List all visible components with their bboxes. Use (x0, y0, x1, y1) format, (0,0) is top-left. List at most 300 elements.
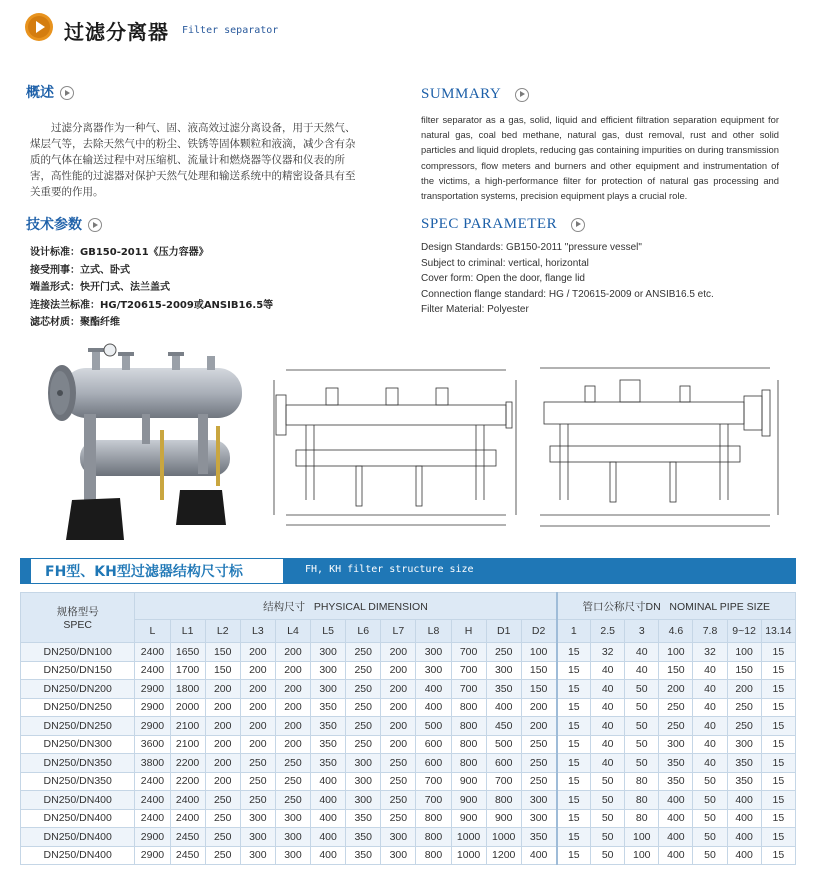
table-cell: 2450 (170, 846, 205, 865)
table-cell: 50 (693, 828, 727, 847)
table-row (21, 680, 796, 699)
table-cell: 15 (761, 643, 795, 662)
table-cell: 50 (625, 698, 659, 717)
table-cell: 350 (346, 809, 381, 828)
table-cell: 15 (761, 754, 795, 773)
table-cell: 350 (521, 828, 556, 847)
table-cell: 15 (761, 680, 795, 699)
column-header-l1: L1 (170, 620, 205, 643)
table-cell: 400 (311, 809, 346, 828)
table-cell: 40 (591, 735, 625, 754)
table-cell: 50 (591, 828, 625, 847)
table-cell: 40 (591, 698, 625, 717)
table-cell: 300 (311, 661, 346, 680)
spec-item: 滤芯材质：聚酯纤维 (30, 317, 120, 328)
table-cell: 2900 (135, 698, 170, 717)
dimension-table (20, 592, 796, 865)
table-cell: 250 (240, 772, 275, 791)
table-cell: 400 (416, 680, 451, 699)
table-cell: 100 (521, 643, 556, 662)
overview-heading (26, 82, 74, 102)
column-header-pipe: 7.8 (693, 620, 727, 643)
table-cell: 400 (659, 828, 693, 847)
column-header-l8: L8 (416, 620, 451, 643)
spec-item: 设计标准：GB150-2011《压力容器》 (30, 247, 209, 258)
table-cell: 250 (381, 809, 416, 828)
table-cell: 400 (521, 846, 556, 865)
table-cell: 50 (591, 809, 625, 828)
table-cell: 800 (416, 846, 451, 865)
table-row (21, 809, 796, 828)
table-cell: 200 (275, 698, 310, 717)
table-cell: 200 (240, 643, 275, 662)
table-cell: 350 (659, 772, 693, 791)
table-cell: 400 (727, 809, 761, 828)
table-cell: 150 (659, 661, 693, 680)
spec-item: Filter Material: Polyester (421, 304, 529, 315)
spec-heading-text: 技术参数 (26, 217, 82, 233)
table-cell: 2900 (135, 828, 170, 847)
table-cell: 2900 (135, 717, 170, 736)
table-cell: 200 (240, 717, 275, 736)
table-row (21, 791, 796, 810)
table-cell: 200 (381, 698, 416, 717)
table-cell: 50 (591, 772, 625, 791)
table-cell: 150 (205, 643, 240, 662)
spec-cell: DN250/DN150 (21, 661, 135, 680)
table-cell: 300 (240, 809, 275, 828)
table-cell: 15 (761, 791, 795, 810)
table-cell: 300 (727, 735, 761, 754)
spec-column-header (21, 593, 135, 643)
table-cell: 400 (727, 791, 761, 810)
table-cell: 250 (346, 680, 381, 699)
table-cell: 200 (381, 735, 416, 754)
table-cell: 800 (451, 735, 486, 754)
table-cell: 200 (205, 717, 240, 736)
play-bullet-icon (515, 88, 529, 102)
table-cell: 400 (311, 828, 346, 847)
spec-cell: DN250/DN100 (21, 643, 135, 662)
table-cell: 700 (416, 772, 451, 791)
column-header-pipe: 9~12 (727, 620, 761, 643)
column-header-l5: L5 (311, 620, 346, 643)
column-header-l2: L2 (205, 620, 240, 643)
table-cell: 2450 (170, 828, 205, 847)
table-cell: 250 (659, 698, 693, 717)
table-cell: 300 (346, 791, 381, 810)
table-cell: 2200 (170, 754, 205, 773)
table-cell: 1800 (170, 680, 205, 699)
table-cell: 400 (311, 772, 346, 791)
table-cell: 15 (557, 717, 591, 736)
table-cell: 50 (693, 791, 727, 810)
spec-item: 端盖形式：快开门式、法兰盖式 (30, 282, 170, 293)
table-cell: 100 (659, 643, 693, 662)
table-row (21, 772, 796, 791)
table-cell: 350 (727, 772, 761, 791)
spec-cell: DN250/DN400 (21, 791, 135, 810)
table-cell: 50 (693, 772, 727, 791)
table-cell: 250 (346, 717, 381, 736)
table-cell: 250 (205, 791, 240, 810)
table-cell: 200 (381, 717, 416, 736)
table-cell: 200 (240, 680, 275, 699)
table-title-cn: FH型、KH型过滤器结构尺寸标 (45, 564, 243, 580)
table-cell: 40 (693, 680, 727, 699)
physical-dimension-header: 结构尺寸 PHYSICAL DIMENSION (135, 593, 557, 620)
table-title-en: FH, KH filter structure size (305, 564, 474, 575)
column-header-l3: L3 (240, 620, 275, 643)
spec-cell: DN250/DN250 (21, 717, 135, 736)
table-cell: 400 (659, 791, 693, 810)
summary-heading-text: SUMMARY (421, 86, 502, 102)
table-cell: 50 (591, 791, 625, 810)
header-play-icon (24, 12, 54, 42)
column-header-pipe: 13.14 (761, 620, 795, 643)
table-cell: 2400 (135, 772, 170, 791)
table-cell: 200 (381, 680, 416, 699)
column-header-l7: L7 (381, 620, 416, 643)
table-cell: 300 (275, 846, 310, 865)
column-header-l6: L6 (346, 620, 381, 643)
column-header-row (21, 620, 796, 643)
table-cell: 900 (451, 772, 486, 791)
table-cell: 200 (240, 661, 275, 680)
table-cell: 50 (693, 846, 727, 865)
table-cell: 15 (761, 809, 795, 828)
table-cell: 15 (557, 643, 591, 662)
table-cell: 200 (659, 680, 693, 699)
table-cell: 1200 (486, 846, 521, 865)
table-cell: 600 (486, 754, 521, 773)
table-cell: 2400 (135, 809, 170, 828)
column-header-pipe: 3 (625, 620, 659, 643)
table-cell: 300 (346, 754, 381, 773)
table-cell: 50 (591, 846, 625, 865)
table-cell: 250 (486, 643, 521, 662)
table-cell: 2900 (135, 846, 170, 865)
spec-header-cn: 规格型号 (56, 606, 99, 618)
table-cell: 1000 (451, 846, 486, 865)
table-cell: 300 (659, 735, 693, 754)
table-cell: 80 (625, 772, 659, 791)
table-cell: 250 (381, 791, 416, 810)
table-cell: 350 (311, 717, 346, 736)
table-cell: 15 (761, 828, 795, 847)
table-cell: 250 (346, 698, 381, 717)
table-cell: 250 (727, 717, 761, 736)
play-bullet-icon (571, 218, 585, 232)
table-cell: 250 (205, 828, 240, 847)
table-cell: 250 (205, 846, 240, 865)
table-cell: 250 (659, 717, 693, 736)
table-cell: 700 (486, 772, 521, 791)
table-cell: 200 (275, 680, 310, 699)
table-cell: 100 (625, 828, 659, 847)
table-cell: 150 (727, 661, 761, 680)
column-header-l4: L4 (275, 620, 310, 643)
table-cell: 1650 (170, 643, 205, 662)
table-cell: 700 (451, 661, 486, 680)
table-cell: 250 (727, 698, 761, 717)
table-cell: 2400 (135, 643, 170, 662)
table-cell: 40 (693, 735, 727, 754)
table-cell: 40 (693, 754, 727, 773)
table-cell: 200 (727, 680, 761, 699)
table-cell: 1700 (170, 661, 205, 680)
table-cell: 200 (240, 698, 275, 717)
table-cell: 300 (240, 828, 275, 847)
table-cell: 40 (591, 661, 625, 680)
table-row (21, 661, 796, 680)
table-cell: 250 (275, 754, 310, 773)
table-cell: 15 (557, 809, 591, 828)
table-cell: 200 (205, 698, 240, 717)
table-row (21, 735, 796, 754)
summary-text: filter separator as a gas, solid, liquid and efficient filtration separation equipment for natural gas, coal bed methane, natural gas, dust removal, rust and other solid particles and liquid droplets, reducing gas containing impurities on during transmission compressors, flow meters and burners and other equipment and instrumentation of the victims, a high-performance filter for protection of natural gas processing and transportation systems, precision equipment plays a crucial role. (421, 114, 779, 202)
overview-text: 过滤分离器作为一种气、固、液高效过滤分离设备，用于天然气、煤层气等，去除天然气中的粉尘、铁锈等固体颗粒和液滴，减少含有杂质的气体在输送过程中对压缩机、流量计和燃烧器等仪器和仪表的所害，高性能的过滤器对保护天然气处理和输送系统中的精密设备具有至关重要的作用。 (30, 122, 356, 198)
table-cell: 2400 (170, 791, 205, 810)
table-cell: 2100 (170, 735, 205, 754)
table-cell: 700 (451, 680, 486, 699)
table-cell: 350 (311, 754, 346, 773)
table-cell: 800 (451, 698, 486, 717)
table-cell: 900 (451, 809, 486, 828)
table-cell: 800 (416, 828, 451, 847)
table-cell: 200 (275, 661, 310, 680)
table-cell: 15 (761, 772, 795, 791)
table-cell: 200 (521, 717, 556, 736)
table-cell: 15 (761, 698, 795, 717)
table-cell: 500 (486, 735, 521, 754)
spec-cell: DN250/DN400 (21, 809, 135, 828)
table-title-box (30, 558, 284, 584)
table-cell: 400 (659, 809, 693, 828)
table-cell: 600 (416, 735, 451, 754)
table-row (21, 846, 796, 865)
table-cell: 300 (240, 846, 275, 865)
table-cell: 500 (416, 717, 451, 736)
spec-item: Cover form: Open the door, flange lid (421, 273, 585, 284)
table-cell: 600 (416, 754, 451, 773)
table-cell: 300 (381, 828, 416, 847)
table-cell: 15 (761, 735, 795, 754)
table-cell: 50 (625, 680, 659, 699)
table-cell: 400 (486, 698, 521, 717)
table-cell: 15 (557, 661, 591, 680)
table-row (21, 717, 796, 736)
table-cell: 350 (346, 846, 381, 865)
table-cell: 250 (521, 735, 556, 754)
summary-heading (421, 86, 529, 103)
table-cell: 200 (275, 643, 310, 662)
table-cell: 300 (416, 661, 451, 680)
spec-list-cn (30, 244, 273, 332)
table-cell: 2400 (135, 661, 170, 680)
table-cell: 250 (381, 772, 416, 791)
table-body (21, 643, 796, 865)
table-cell: 350 (659, 754, 693, 773)
table-cell: 40 (693, 717, 727, 736)
table-cell: 15 (761, 717, 795, 736)
table-cell: 250 (275, 791, 310, 810)
table-cell: 15 (761, 661, 795, 680)
technical-drawing-kh (530, 350, 790, 535)
table-banner (20, 558, 796, 584)
page-subtitle: Filter separator (182, 25, 279, 36)
table-cell: 50 (693, 809, 727, 828)
table-cell: 50 (625, 717, 659, 736)
table-cell: 40 (625, 661, 659, 680)
table-cell: 300 (311, 680, 346, 699)
table-cell: 800 (451, 754, 486, 773)
table-cell: 700 (451, 643, 486, 662)
table-cell: 300 (381, 846, 416, 865)
spec-list-en (421, 240, 714, 318)
table-cell: 1000 (451, 828, 486, 847)
play-bullet-icon (88, 218, 102, 232)
table-cell: 40 (591, 754, 625, 773)
play-bullet-icon (60, 86, 74, 100)
table-cell: 250 (346, 661, 381, 680)
table-cell: 40 (693, 698, 727, 717)
table-cell: 200 (275, 717, 310, 736)
table-row (21, 698, 796, 717)
table-cell: 80 (625, 809, 659, 828)
table-cell: 400 (311, 846, 346, 865)
table-row (21, 643, 796, 662)
nominal-pipe-size-header: 管口公称尺寸DN NOMINAL PIPE SIZE (557, 593, 796, 620)
table-cell: 400 (727, 846, 761, 865)
table-cell: 350 (486, 680, 521, 699)
spec-item: Connection flange standard: HG / T20615-2009 or ANSIB16.5 etc. (421, 288, 714, 300)
spec-cell: DN250/DN300 (21, 735, 135, 754)
table-cell: 350 (311, 735, 346, 754)
table-cell: 800 (416, 809, 451, 828)
spec-item: Design Standards: GB150-2011 "pressure vessel" (421, 242, 642, 253)
table-cell: 300 (486, 661, 521, 680)
column-header-pipe: 1 (557, 620, 591, 643)
table-cell: 400 (659, 846, 693, 865)
table-cell: 2400 (170, 809, 205, 828)
table-cell: 50 (625, 735, 659, 754)
table-cell: 1000 (486, 828, 521, 847)
table-cell: 40 (591, 717, 625, 736)
table-cell: 15 (557, 772, 591, 791)
table-cell: 250 (381, 754, 416, 773)
spec-header-en: SPEC (63, 619, 92, 631)
table-cell: 80 (625, 791, 659, 810)
table-cell: 15 (557, 791, 591, 810)
table-row (21, 754, 796, 773)
table-cell: 800 (486, 791, 521, 810)
table-cell: 350 (727, 754, 761, 773)
table-cell: 900 (451, 791, 486, 810)
column-header-d2: D2 (521, 620, 556, 643)
table-cell: 3800 (135, 754, 170, 773)
table-cell: 900 (486, 809, 521, 828)
table-cell: 800 (451, 717, 486, 736)
product-photo (22, 340, 252, 540)
table-cell: 100 (625, 846, 659, 865)
table-cell: 150 (521, 661, 556, 680)
table-cell: 400 (416, 698, 451, 717)
table-cell: 200 (240, 735, 275, 754)
spec-item: 连接法兰标准：HG/T20615-2009或ANSIB16.5等 (30, 299, 274, 311)
table-cell: 200 (205, 772, 240, 791)
column-header-h: H (451, 620, 486, 643)
table-cell: 15 (557, 680, 591, 699)
table-cell: 2200 (170, 772, 205, 791)
column-header-d1: D1 (486, 620, 521, 643)
table-cell: 40 (625, 643, 659, 662)
table-cell: 2400 (135, 791, 170, 810)
technical-drawing-fh (266, 350, 526, 535)
table-cell: 32 (591, 643, 625, 662)
table-cell: 100 (727, 643, 761, 662)
column-header-l: L (135, 620, 170, 643)
table-cell: 15 (557, 735, 591, 754)
overview-heading-text: 概述 (26, 85, 54, 101)
spec-cell: DN250/DN250 (21, 698, 135, 717)
table-cell: 200 (205, 735, 240, 754)
table-cell: 2000 (170, 698, 205, 717)
table-cell: 150 (521, 680, 556, 699)
table-cell: 400 (311, 791, 346, 810)
table-cell: 300 (275, 809, 310, 828)
table-cell: 450 (486, 717, 521, 736)
column-header-pipe: 4.6 (659, 620, 693, 643)
table-cell: 300 (416, 643, 451, 662)
table-cell: 300 (521, 809, 556, 828)
spec-parameter-heading-text: SPEC PARAMETER (421, 216, 558, 232)
table-cell: 200 (205, 680, 240, 699)
table-cell: 50 (625, 754, 659, 773)
table-row (21, 828, 796, 847)
table-cell: 15 (557, 828, 591, 847)
spec-cell: DN250/DN400 (21, 846, 135, 865)
table-cell: 200 (381, 661, 416, 680)
table-cell: 250 (346, 643, 381, 662)
table-cell: 700 (416, 791, 451, 810)
table-cell: 15 (557, 846, 591, 865)
table-cell: 15 (557, 698, 591, 717)
table-cell: 250 (275, 772, 310, 791)
table-cell: 250 (240, 754, 275, 773)
table-cell: 40 (591, 680, 625, 699)
spec-cell: DN250/DN400 (21, 828, 135, 847)
table-cell: 250 (521, 772, 556, 791)
table-cell: 250 (521, 754, 556, 773)
table-cell: 350 (311, 698, 346, 717)
spec-cell: DN250/DN350 (21, 772, 135, 791)
table-cell: 250 (346, 735, 381, 754)
table-cell: 200 (205, 754, 240, 773)
table-cell: 2100 (170, 717, 205, 736)
table-cell: 200 (521, 698, 556, 717)
table-cell: 400 (727, 828, 761, 847)
table-cell: 250 (205, 809, 240, 828)
table-cell: 3600 (135, 735, 170, 754)
table-cell: 2900 (135, 680, 170, 699)
table-cell: 300 (521, 791, 556, 810)
table-cell: 200 (381, 643, 416, 662)
spec-parameter-heading (421, 216, 585, 233)
table-cell: 200 (275, 735, 310, 754)
table-cell: 40 (693, 661, 727, 680)
spec-item: Subject to criminal: vertical, horizontal (421, 257, 589, 269)
